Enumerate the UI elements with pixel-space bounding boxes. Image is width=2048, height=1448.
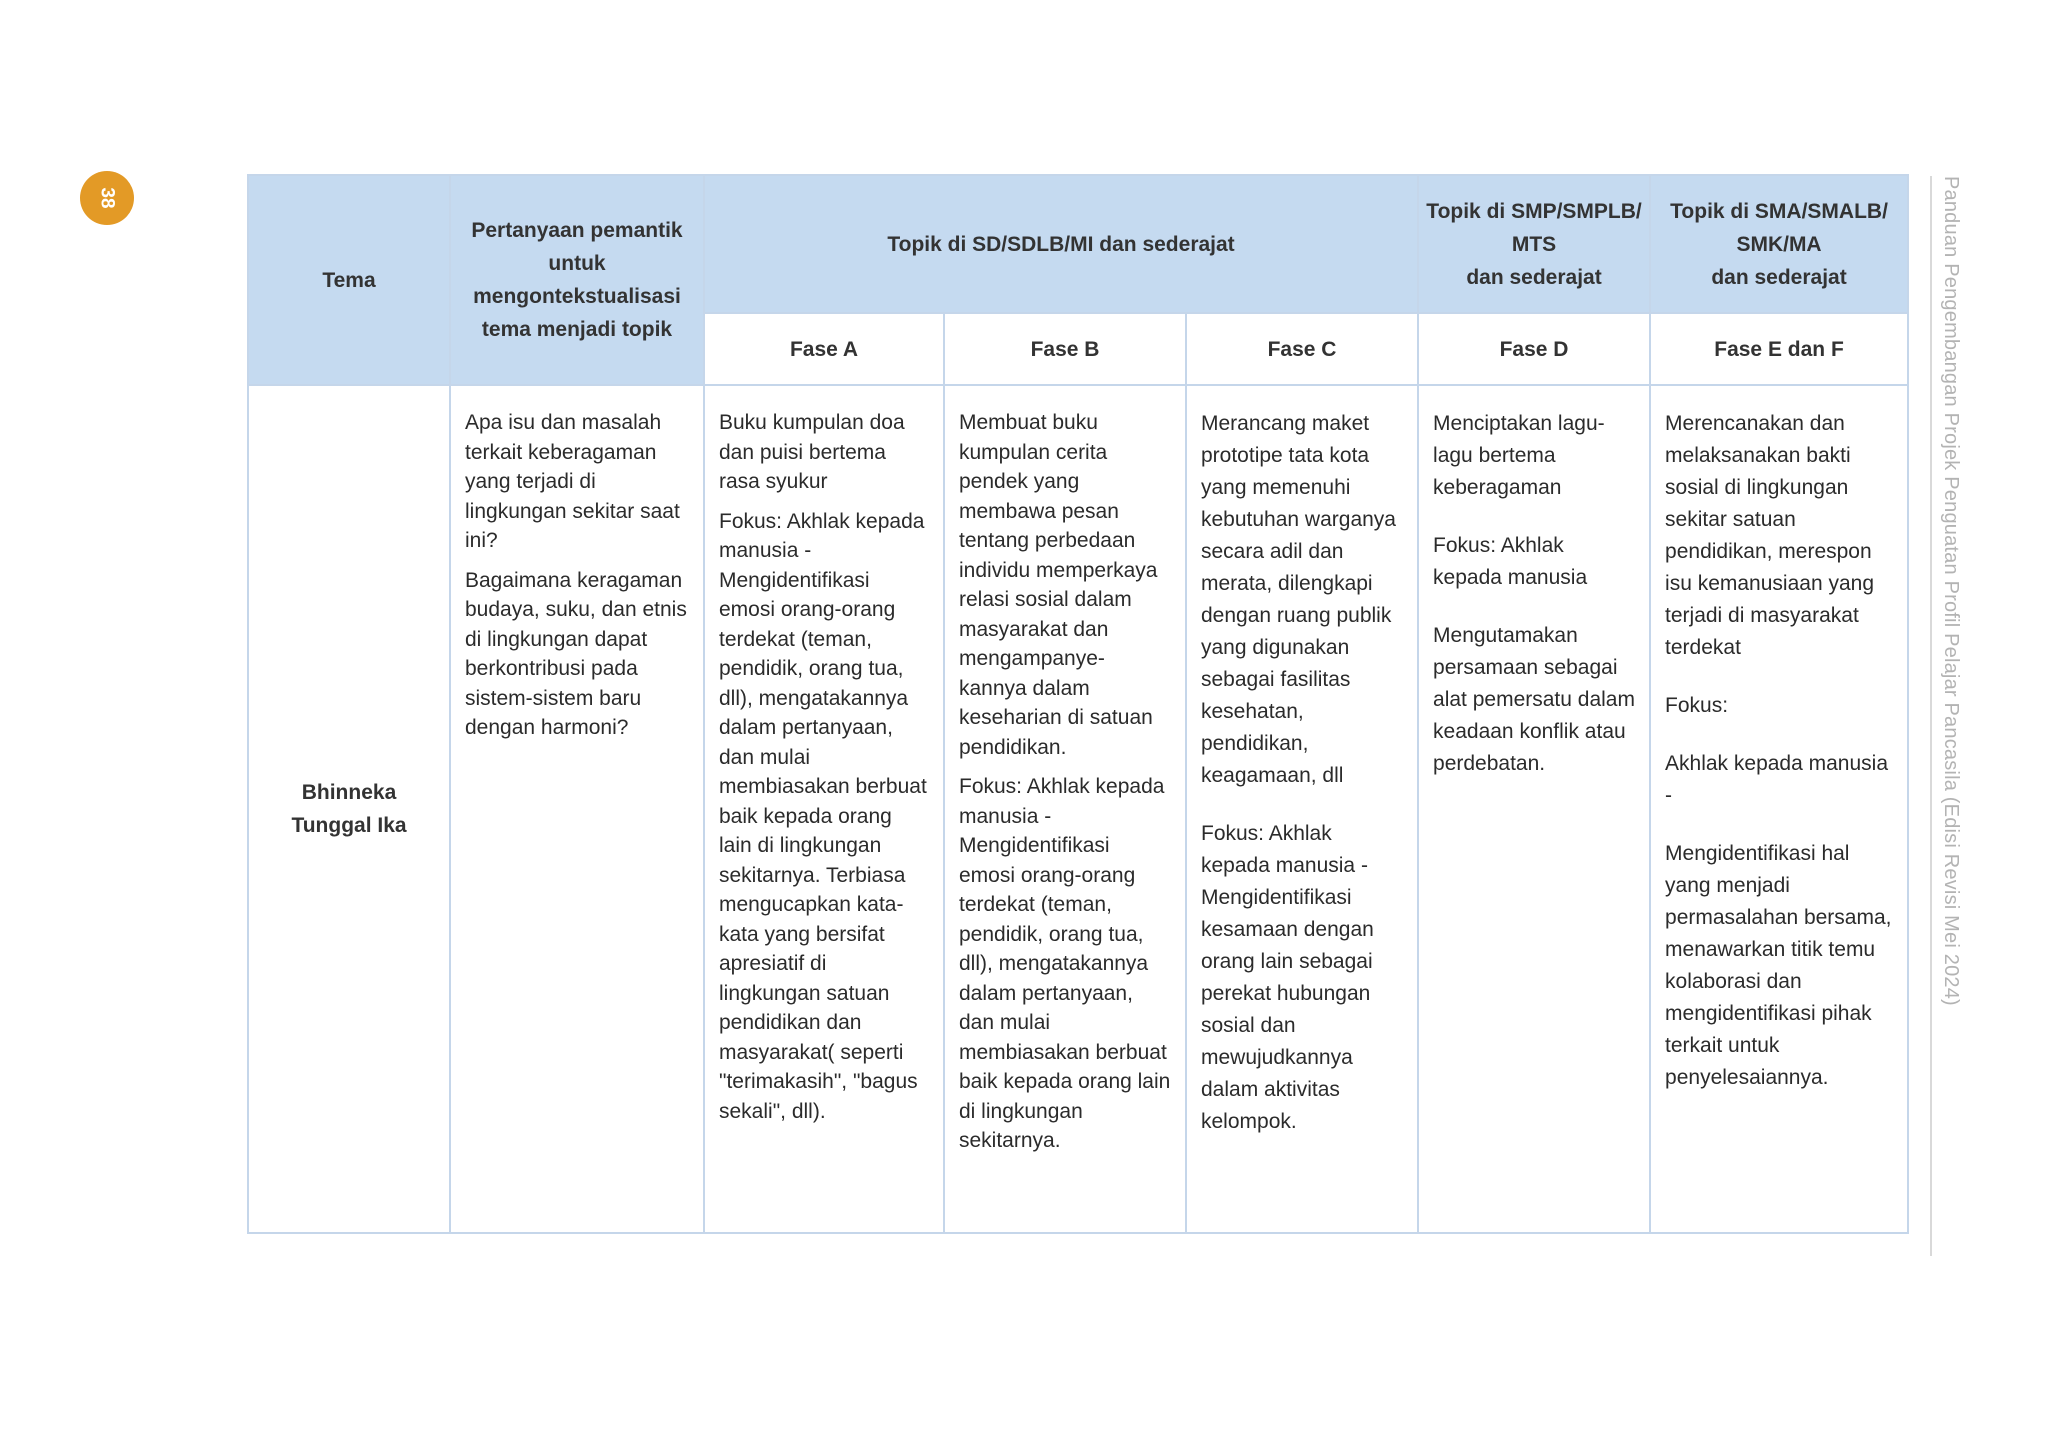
side-title-container — [1938, 176, 1968, 1006]
fase-c-cell — [1186, 385, 1418, 1233]
header-fase-d: Fase D — [1418, 313, 1650, 385]
header-topik-smp: Topik di SMP/SMPLB/ MTS dan sederajat — [1418, 175, 1650, 313]
fase-a-topic: Buku kumpulan doa dan puisi bertema rasa syukur — [719, 411, 905, 493]
page-number-badge — [80, 171, 134, 225]
pertanyaan-text: Bagaimana keragaman budaya, suku, dan etnis di lingkungan dapat berkontribusi pada sistem-sistem baru dengan harmoni? — [465, 568, 687, 739]
fase-d-detail: Mengutamakan persamaan sebagai alat pemersatu dalam keadaan konflik atau perdebatan. — [1433, 624, 1635, 775]
fase-b-cell — [944, 385, 1186, 1233]
header-topik-sma: Topik di SMA/SMALB/ SMK/MA dan sederajat — [1650, 175, 1908, 313]
pertanyaan-cell — [450, 385, 704, 1233]
fase-a-focus: Fokus: Akhlak kepada manusia - Mengidentifikasi emosi orang-orang terdekat (teman, pendidik, orang tua, dll), mengatakannya dalam pertanyaan, dan mulai membiasakan berbuat baik kepada orang lain di lingkungan sekitarnya. Terbiasa mengucapkan kata-kata yang bersifat apresiatif di lingkungan satuan pendidikan dan masyarakat( seperti "terimakasih", "bagus sekali", dll). — [719, 509, 927, 1123]
table-row — [248, 385, 1908, 1233]
fase-ef-cell — [1650, 385, 1908, 1233]
header-row-1 — [248, 175, 1908, 313]
header-pertanyaan: Pertanyaan pemantik untuk mengontekstualisasi tema menjadi topik — [450, 175, 704, 385]
tema-cell: Bhinneka Tunggal Ika — [248, 385, 450, 1233]
side-divider — [1930, 176, 1932, 1256]
page-number: 38 — [96, 187, 118, 209]
header-fase-a: Fase A — [704, 313, 944, 385]
header-fase-b: Fase B — [944, 313, 1186, 385]
fase-ef-focus-label: Fokus: — [1665, 694, 1729, 717]
header-fase-c: Fase C — [1186, 313, 1418, 385]
fase-ef-detail: Mengidentifikasi hal yang menjadi permasalahan bersama, menawarkan titik temu kolaborasi dan mengidentifikasi pihak terkait untuk penyelesaiannya. — [1665, 842, 1892, 1089]
fase-b-topic: Membuat buku kumpulan cerita pendek yang membawa pesan tentang perbedaan individu memperkaya relasi sosial dalam masyarakat dan mengampanye-kannya dalam keseharian di satuan pendidikan. — [959, 411, 1158, 759]
fase-a-cell — [704, 385, 944, 1233]
fase-d-cell — [1418, 385, 1650, 1233]
fase-d-topic: Menciptakan lagu-lagu bertema keberagaman — [1433, 412, 1605, 499]
fase-ef-topic: Merencanakan dan melaksanakan bakti sosial di lingkungan sekitar satuan pendidikan, merespon isu kemanusiaan yang terjadi di masyarakat terdekat — [1665, 412, 1874, 659]
pertanyaan-text: Apa isu dan masalah terkait keberagaman yang terjadi di lingkungan sekitar saat ini? — [465, 411, 680, 552]
header-fase-ef: Fase E dan F — [1650, 313, 1908, 385]
fase-d-focus: Fokus: Akhlak kepada manusia — [1433, 534, 1588, 589]
fase-c-focus: Fokus: Akhlak kepada manusia - Mengidentifikasi kesamaan dengan orang lain sebagai perekat hubungan sosial dan mewujudkannya dalam aktivitas kelompok. — [1201, 822, 1374, 1133]
side-title: Panduan Pengembangan Projek Penguatan Profil Pelajar Pancasila (Edisi Revisi Mei 2024) — [1940, 176, 1962, 1006]
header-topik-sd: Topik di SD/SDLB/MI dan sederajat — [704, 175, 1418, 313]
fase-b-focus: Fokus: Akhlak kepada manusia - Mengidentifikasi emosi orang-orang terdekat (teman, pendidik, orang tua, dll), mengatakannya dalam pertanyaan, dan mulai membiasakan berbuat baik kepada orang lain di lingkungan sekitarnya. — [959, 775, 1171, 1152]
fase-ef-focus: Akhlak kepada manusia - — [1665, 752, 1889, 807]
topic-table — [247, 174, 1909, 1234]
fase-c-topic: Merancang maket prototipe tata kota yang memenuhi kebutuhan warganya secara adil dan merata, dilengkapi dengan ruang publik yang digunakan sebagai fasilitas kesehatan, pendidikan, keagamaan, dll — [1201, 412, 1396, 787]
header-tema: Tema — [248, 175, 450, 385]
